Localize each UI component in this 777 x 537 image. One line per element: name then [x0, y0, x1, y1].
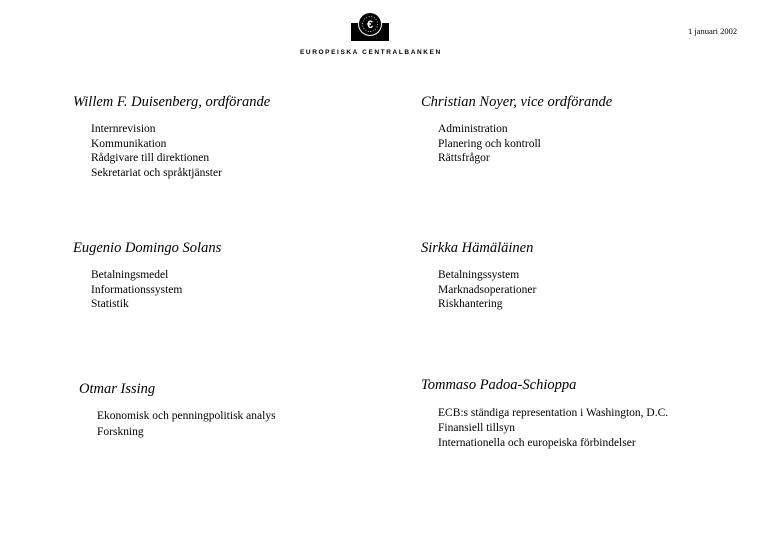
list-item: Rådgivare till direktionen	[91, 152, 210, 165]
list-item: Riskhantering	[438, 298, 503, 311]
svg-text:€: €	[366, 19, 374, 31]
item-list	[438, 406, 668, 451]
list-item: ECB:s ständiga representation i Washington, D.C.	[438, 407, 669, 419]
section-heading: Sirkka Hämäläinen	[421, 240, 534, 256]
date: 1 januari 2002	[688, 26, 738, 36]
section-heading: Christian Noyer, vice ordförande	[421, 94, 613, 110]
item-list	[438, 122, 541, 166]
list-item: Administration	[438, 123, 508, 135]
section-heading: Tommaso Padoa-Schioppa	[421, 377, 577, 393]
list-item: Kommunikation	[91, 137, 167, 150]
section-heading: Willem F. Duisenberg, ordförande	[73, 94, 271, 110]
list-item: Statistik	[91, 298, 129, 311]
list-item: Betalningsmedel	[91, 269, 169, 281]
list-item: Finansiell tillsyn	[438, 422, 515, 434]
list-item: Ekonomisk och penningpolitisk analys	[97, 410, 276, 422]
item-list	[97, 409, 276, 440]
list-item: Planering och kontroll	[438, 137, 541, 150]
list-item: Marknadsoperationer	[438, 283, 537, 296]
logo-text: EUROPEISKA CENTRALBANKEN	[300, 49, 442, 56]
item-list	[91, 122, 222, 180]
item-list	[91, 268, 182, 312]
list-item: Internationella och europeiska förbindelser	[438, 437, 636, 449]
section-heading: Otmar Issing	[79, 381, 156, 397]
list-item: Sekretariat och språktjänster	[91, 166, 222, 179]
list-item: Rättsfrågor	[438, 152, 490, 165]
ecb-logo-icon	[349, 12, 391, 42]
list-item: Informationssystem	[91, 283, 183, 296]
section-heading: Eugenio Domingo Solans	[73, 240, 222, 256]
list-item: Betalningssystem	[438, 269, 520, 281]
list-item: Internrevision	[91, 123, 156, 135]
item-list	[438, 268, 536, 312]
list-item: Forskning	[97, 425, 144, 438]
